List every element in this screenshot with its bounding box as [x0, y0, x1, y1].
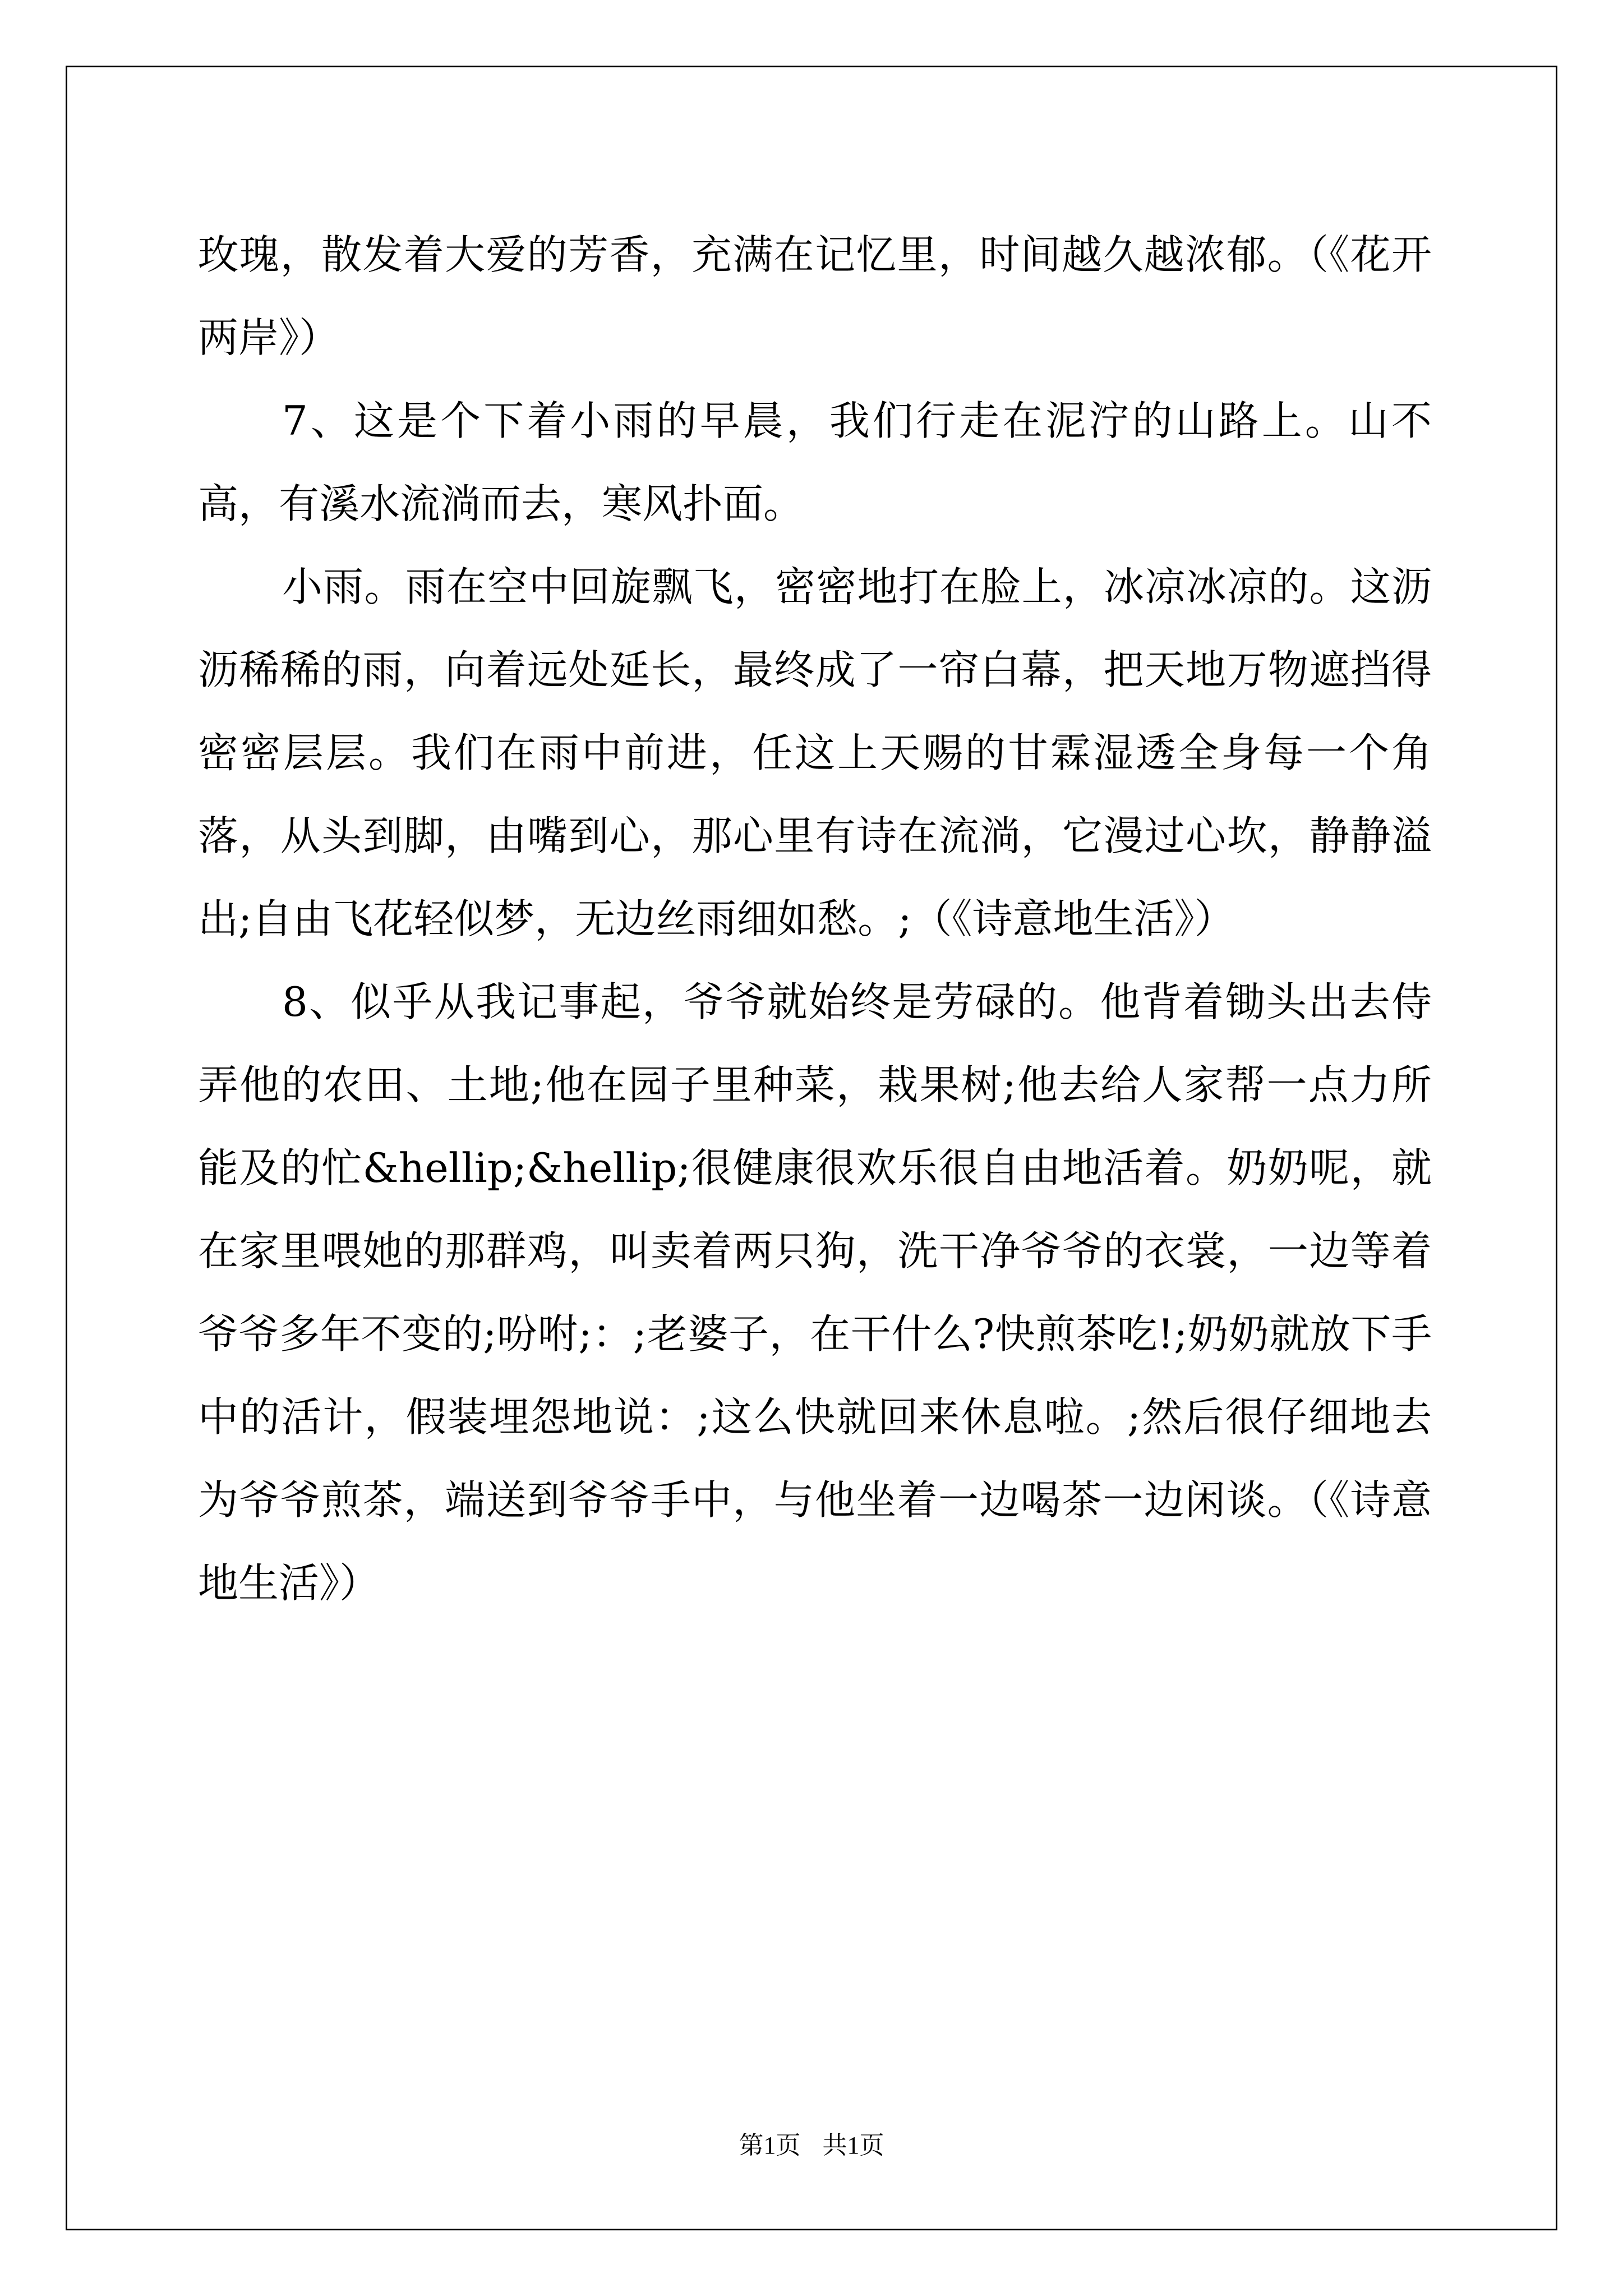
paragraph-3: 小雨。雨在空中回旋飘飞，密密地打在脸上，冰凉冰凉的。这沥沥稀稀的雨，向着远处延长，最终成了一帘白幕，把天地万物遮挡得密密层层。我们在雨中前进，任这上天赐的甘霖湿透全身每一个角落，从头到脚，由嘴到心，那心里有诗在流淌，它漫过心坎，静静溢出;自由飞花轻似梦，无边丝雨细如愁。;（《诗意地生活》）	[198, 563, 1432, 942]
document-body	[198, 213, 1432, 1625]
paragraph-2: 7、这是个下着小雨的早晨，我们行走在泥泞的山路上。山不高，有溪水流淌而去，寒风扑面。	[198, 397, 1432, 527]
paragraph-4: 8、似乎从我记事起，爷爷就始终是劳碌的。他背着锄头出去侍弄他的农田、土地;他在园子里种菜，栽果树;他去给人家帮一点力所能及的忙&hellip;&hellip;很健康很欢乐很自由地活着。奶奶呢，就在家里喂她的那群鸡，叫卖着两只狗，洗干净爷爷的衣裳，一边等着爷爷多年不变的;吩咐;：;老婆子，在干什么?快煎茶吃!;奶奶就放下手中的活计，假装埋怨地说：;这么快就回来休息啦。;然后很仔细地去为爷爷煎茶，端送到爷爷手中，与他坐着一边喝茶一边闲谈。（《诗意地生活》）	[198, 978, 1432, 1607]
page-total: 共1页	[822, 2132, 884, 2159]
page-footer	[0, 2129, 1623, 2162]
page-number: 第1页	[739, 2132, 801, 2159]
paragraph-1: 玫瑰，散发着大爱的芳香，充满在记忆里，时间越久越浓郁。（《花开两岸》）	[198, 231, 1432, 361]
